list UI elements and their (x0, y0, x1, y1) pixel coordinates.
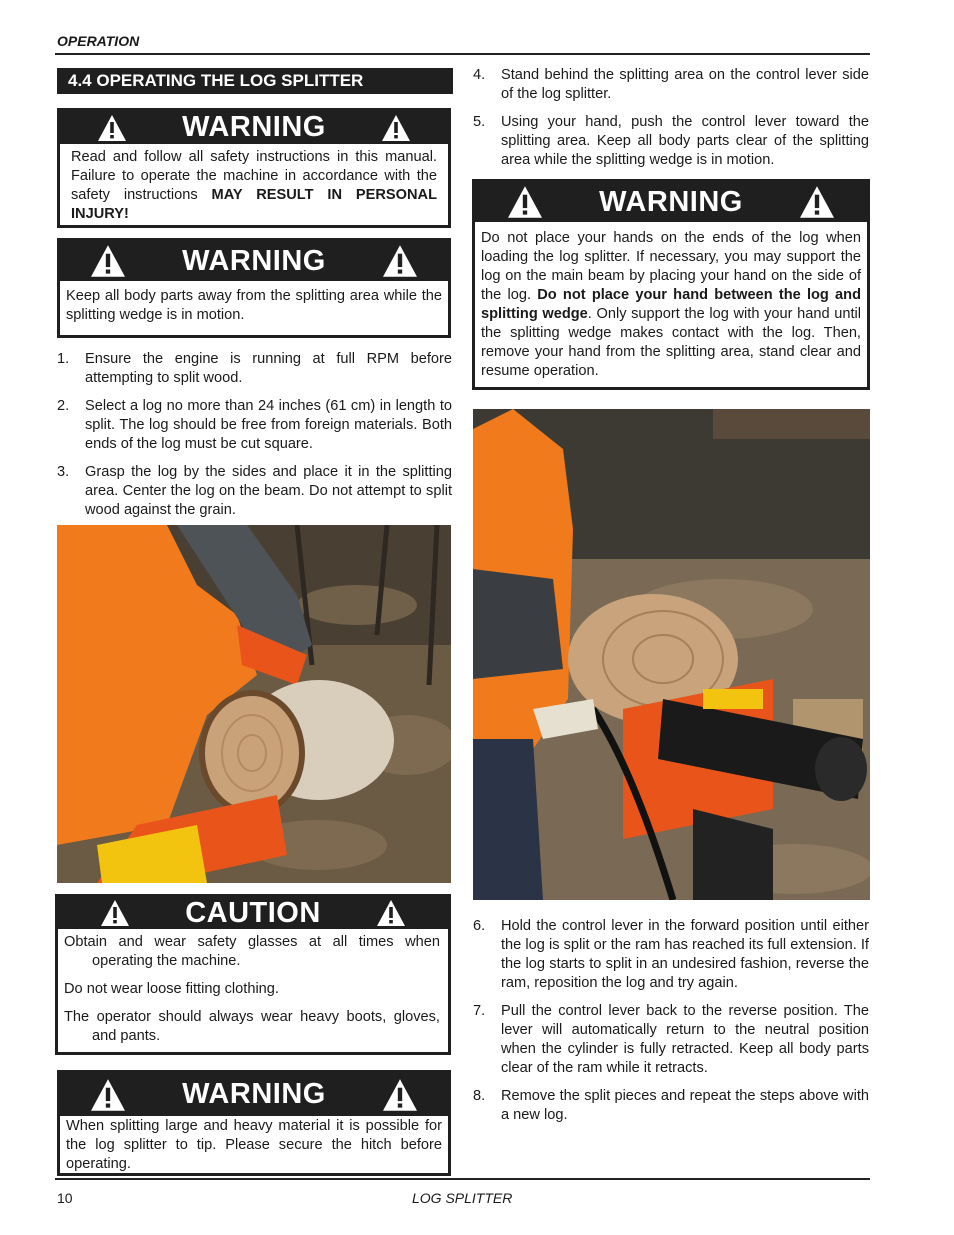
caution-line: Obtain and wear safety glasses at all times when operating the machine. (64, 934, 440, 969)
steps-list-left (57, 350, 452, 520)
step-item (473, 113, 869, 170)
warning-box-4 (57, 1070, 451, 1176)
step-number: 2. (57, 398, 70, 414)
warning-box-3-header (475, 182, 867, 222)
step-item (57, 463, 452, 520)
step-number: 4. (473, 67, 486, 83)
warning-triangle-icon (89, 1078, 127, 1112)
section-title: 4.4 OPERATING THE LOG SPLITTER (57, 68, 453, 94)
page-number: 10 (57, 1190, 73, 1206)
warning-title: WARNING (182, 244, 326, 277)
warning-triangle-icon (506, 185, 544, 219)
warning-title: WARNING (599, 185, 743, 218)
step-text: Using your hand, push the control lever toward the splitting area. Keep all body parts clear of the splitting area while the splitting wedge is in motion. (501, 114, 869, 168)
steps-list-right-bottom (473, 917, 869, 1125)
step-text: Remove the split pieces and repeat the steps above with a new log. (501, 1088, 869, 1123)
warning-triangle-icon (97, 114, 127, 142)
step-text: Grasp the log by the sides and place it in the splitting area. Center the log on the beam. Do not attempt to split wood against the grain. (85, 464, 452, 518)
warning-triangle-icon (89, 244, 127, 278)
photo-operating-lever (473, 409, 870, 900)
caution-line: Do not wear loose fitting clothing. (64, 981, 279, 997)
caution-line: The operator should always wear heavy boots, gloves, and pants. (64, 1009, 440, 1044)
warning-text: Keep all body parts away from the splitting area while the splitting wedge is in motion. (66, 288, 442, 323)
warning-box-3-body (475, 222, 867, 381)
warning-box-1-body (60, 144, 448, 224)
running-header: OPERATION (57, 33, 140, 49)
step-number: 3. (57, 464, 70, 480)
warning-box-2-header (60, 241, 448, 281)
step-number: 6. (473, 918, 486, 934)
warning-box-2 (57, 238, 451, 338)
step-text: Select a log no more than 24 inches (61 cm) in length to split. The log should be free from foreign materials. Both ends of the log must be cut square. (85, 398, 452, 452)
warning-box-4-body (60, 1116, 448, 1174)
warning-box-1-header (60, 111, 448, 144)
step-item (57, 350, 452, 388)
caution-title: CAUTION (185, 896, 321, 929)
caution-box (55, 894, 451, 1055)
caution-box-body (58, 929, 448, 1046)
warning-box-4-header (60, 1073, 448, 1116)
step-item (57, 397, 452, 454)
step-text: Ensure the engine is running at full RPM before attempting to split wood. (85, 351, 452, 386)
step-item (473, 66, 869, 104)
warning-triangle-icon (381, 114, 411, 142)
warning-title: WARNING (182, 1078, 326, 1110)
step-text: Pull the control lever back to the reverse position. The lever will automatically return to the neutral position when the cylinder is fully retracted. Keep all body parts clear of the ram while it retracts. (501, 1003, 869, 1076)
step-number: 5. (473, 114, 486, 130)
warning-text: . Only support the log with your hand until the splitting wedge makes contact with the log. Then, remove your hand from the splitting area, stand clear and resume operation. (481, 306, 861, 379)
footer-title: LOG SPLITTER (412, 1190, 513, 1206)
warning-title: WARNING (182, 111, 326, 143)
warning-triangle-icon (798, 185, 836, 219)
warning-box-2-body (60, 281, 448, 325)
step-number: 7. (473, 1003, 486, 1019)
warning-text: When splitting large and heavy material it is possible for the log splitter to tip. Please secure the hitch before operating. (66, 1118, 442, 1172)
warning-triangle-icon (100, 899, 130, 927)
steps-list-right-top (473, 66, 869, 170)
warning-emphasis: Do not place your hand between the log and splitting wedge (481, 287, 861, 322)
step-number: 1. (57, 351, 70, 367)
footer-rule (55, 1178, 870, 1180)
photo-placing-log (57, 525, 451, 883)
warning-box-1 (57, 108, 451, 228)
step-item (473, 917, 869, 993)
warning-triangle-icon (381, 1078, 419, 1112)
step-item (473, 1002, 869, 1078)
warning-text: Do not place your hands on the ends of the log when loading the log splitter. If necessary, you may support the log on the main beam by placing your hand on the side of the log. (481, 230, 861, 303)
step-number: 8. (473, 1088, 486, 1104)
caution-box-header (58, 897, 448, 929)
step-item (473, 1087, 869, 1125)
warning-emphasis: MAY RESULT IN PERSONAL INJURY! (71, 187, 437, 222)
warning-triangle-icon (376, 899, 406, 927)
warning-triangle-icon (381, 244, 419, 278)
header-rule (55, 53, 870, 55)
step-text: Stand behind the splitting area on the control lever side of the log splitter. (501, 67, 869, 102)
warning-text: Read and follow all safety instructions in this manual. Failure to operate the machine in accordance with the safety instructions (71, 149, 437, 203)
warning-box-3 (472, 179, 870, 390)
step-text: Hold the control lever in the forward position until either the log is split or the ram has reached its full extension. If the log starts to split in an undesired fashion, reverse the ram, reposition the log and try again. (501, 918, 869, 991)
